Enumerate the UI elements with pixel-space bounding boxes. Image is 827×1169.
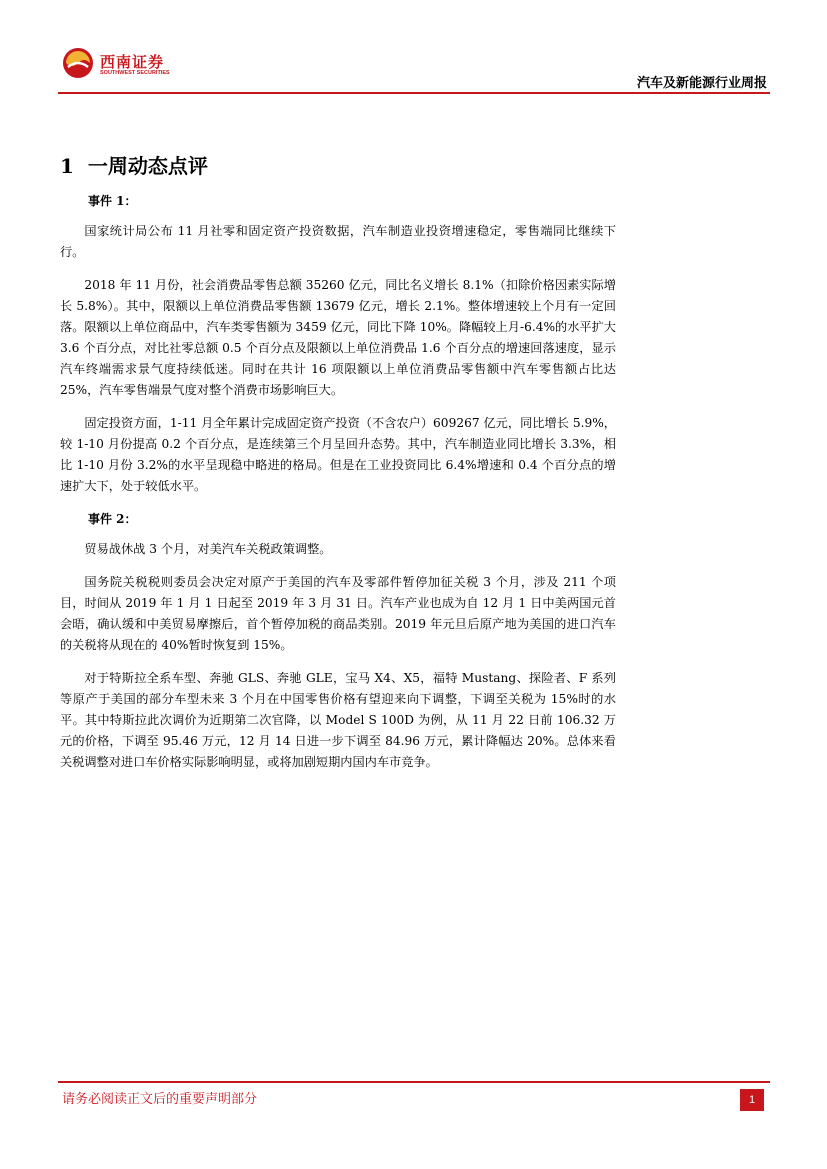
disclaimer-note: 请务必阅读正文后的重要声明部分 <box>62 1092 258 1107</box>
logo-chinese-name: 西南证券 <box>100 53 165 71</box>
report-type-title: 汽车及新能源行业周报 <box>636 76 767 91</box>
event-1-paragraph-2: 2018 年 11 月份，社会消费品零售总额 35260 亿元，同比名义增长 8.1%（扣除价格因素实际增长 5.8%）。其中，限额以上单位消费品零售额 13679 亿元，增长 2.1%。整体增速较上个月有一定回落。限额以上单位商品中，汽车类零售额为 3459 亿元，同比下降 10%。降幅较上月-6.4%的水平扩大 3.6 个百分点，对比社零总额 0.5 个百分点及限额以上单位消费品 1.6 个百分点的增速回落速度，显示汽车终端需求景气度持续低迷。同时在共计 16 项限额以上单位消费品零售额中汽车零售额占比达 25%，汽车零售端景气度对整个消费市场影响巨大。 <box>60 278 616 397</box>
logo-english-name: SOUTHWEST SECURITIES <box>100 70 170 76</box>
page-number: 1 <box>740 1089 764 1111</box>
page-header <box>0 0 827 100</box>
event-2-paragraph-2: 国务院关税税则委员会决定对原产于美国的汽车及零部件暂停加征关税 3 个月，涉及 211 个项目，时间从 2019 年 1 月 1 日起至 2019 年 3 月 31 日。汽车产业也成为自 12 月 1 日中美两国元首会晤，确认缓和中美贸易摩擦后，首个暂停加税的商品类别。2019 年元旦后原产地为美国的进口汽车的关税将从现在的 40%暂时恢复到 15%。 <box>60 575 616 652</box>
section-number: 1 <box>60 154 74 178</box>
company-logo <box>62 47 182 87</box>
event-2-label: 事件 2： <box>88 512 137 526</box>
main-content <box>60 150 616 785</box>
event-2-paragraph-3: 对于特斯拉全系车型、奔驰 GLS、奔驰 GLE，宝马 X4、X5，福特 Mustang、探险者、F 系列等原产于美国的部分车型未来 3 个月在中国零售价格有望迎来向下调整，下调至关税为 15%时的水平。其中特斯拉此次调价为近期第二次官降，以 Model S 100D 为例，从 11 月 22 日前 106.32 万元的价格，下调至 95.46 万元，12 月 14 日进一步下调至 84.96 万元，累计降幅达 20%。总体来看关税调整对进口车价格实际影响明显，或将加剧短期内国内车市竞争。 <box>60 671 616 769</box>
logo-sun-icon <box>62 47 94 79</box>
event-2-paragraph-1: 贸易战休战 3 个月，对美汽车关税政策调整。 <box>84 542 332 556</box>
section-title: 一周动态点评 <box>87 154 208 178</box>
section-heading <box>60 150 616 179</box>
header-divider <box>58 92 770 94</box>
event-1-paragraph-3: 固定投资方面，1-11 月全年累计完成固定资产投资（不含农户）609267 亿元，同比增长 5.9%，较 1-10 月份提高 0.2 个百分点，是连续第三个月呈回升态势。其中，汽车制造业同比增长 3.3%，相比 1-10 月份 3.2%的水平呈现稳中略进的格局。但是在工业投资同比 6.4%增速和 0.4 个百分点的增速扩大下，处于较低水平。 <box>60 416 616 493</box>
event-1-paragraph-1: 国家统计局公布 11 月社零和固定资产投资数据，汽车制造业投资增速稳定，零售端同比继续下行。 <box>60 224 616 259</box>
event-1-label: 事件 1： <box>88 194 137 208</box>
footer-divider <box>58 1081 770 1083</box>
